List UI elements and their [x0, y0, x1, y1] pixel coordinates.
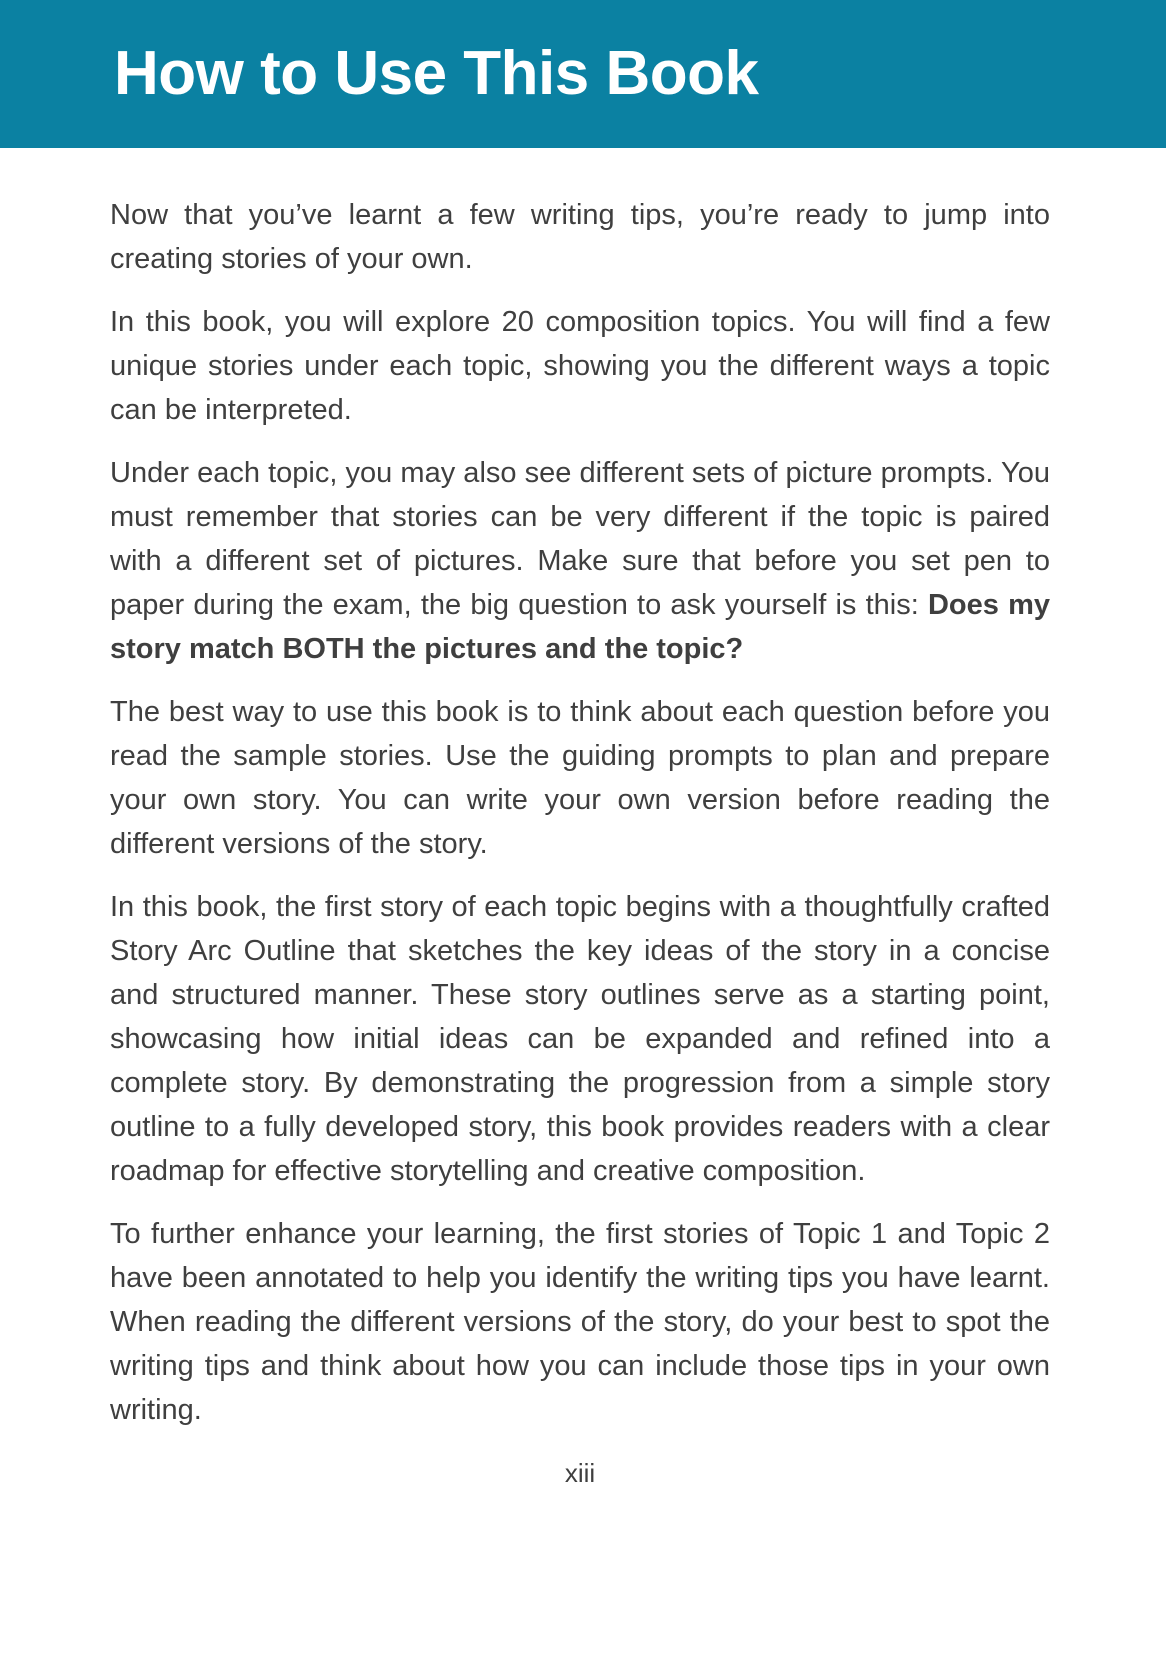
paragraph-picture-prompts-emphasis: Does my story match BOTH the pictures and the topic?: [110, 589, 1050, 665]
page-number: xiii: [564, 1458, 596, 1488]
paragraph-best-way: The best way to use this book is to think about each question before you read the sample stories. Use the guiding prompts to plan and prepare your own story. You can write your own version before reading the different versions of the story.: [110, 696, 1050, 860]
paragraph-story-arc-outline: In this book, the first story of each topic begins with a thoughtfully crafted Story Arc Outline that sketches the key ideas of the story in a concise and structured manner. These story outlines serve as a starting point, showcasing how initial ideas can be expanded and refined into a complete story. By demonstrating the progression from a simple story outline to a fully developed story, this book provides readers with a clear roadmap for effective storytelling and creative composition.: [110, 891, 1050, 1187]
body-text: [0, 148, 1166, 1495]
chapter-header-banner: [0, 0, 1166, 148]
paragraph-intro: Now that you’ve learnt a few writing tips, you’re ready to jump into creating stories of your own.: [110, 199, 1050, 275]
page-title: How to Use This Book: [114, 39, 759, 108]
paragraph-annotations: To further enhance your learning, the first stories of Topic 1 and Topic 2 have been annotated to help you identify the writing tips you have learnt. When reading the different versions of the story, do your best to spot the writing tips and think about how you can include those tips in your own writing.: [110, 1218, 1050, 1426]
paragraph-picture-prompts-text: Under each topic, you may also see different sets of picture prompts. You must remember that stories can be very different if the topic is paired with a different set of pictures. Make sure that before you set pen to paper during the exam, the big question to ask yourself is this:: [110, 457, 1050, 621]
paragraph-picture-prompts: [110, 451, 1050, 671]
page-footer: [110, 1451, 1050, 1495]
paragraph-topics: In this book, you will explore 20 composition topics. You will find a few unique stories under each topic, showing you the different ways a topic can be interpreted.: [110, 306, 1050, 426]
